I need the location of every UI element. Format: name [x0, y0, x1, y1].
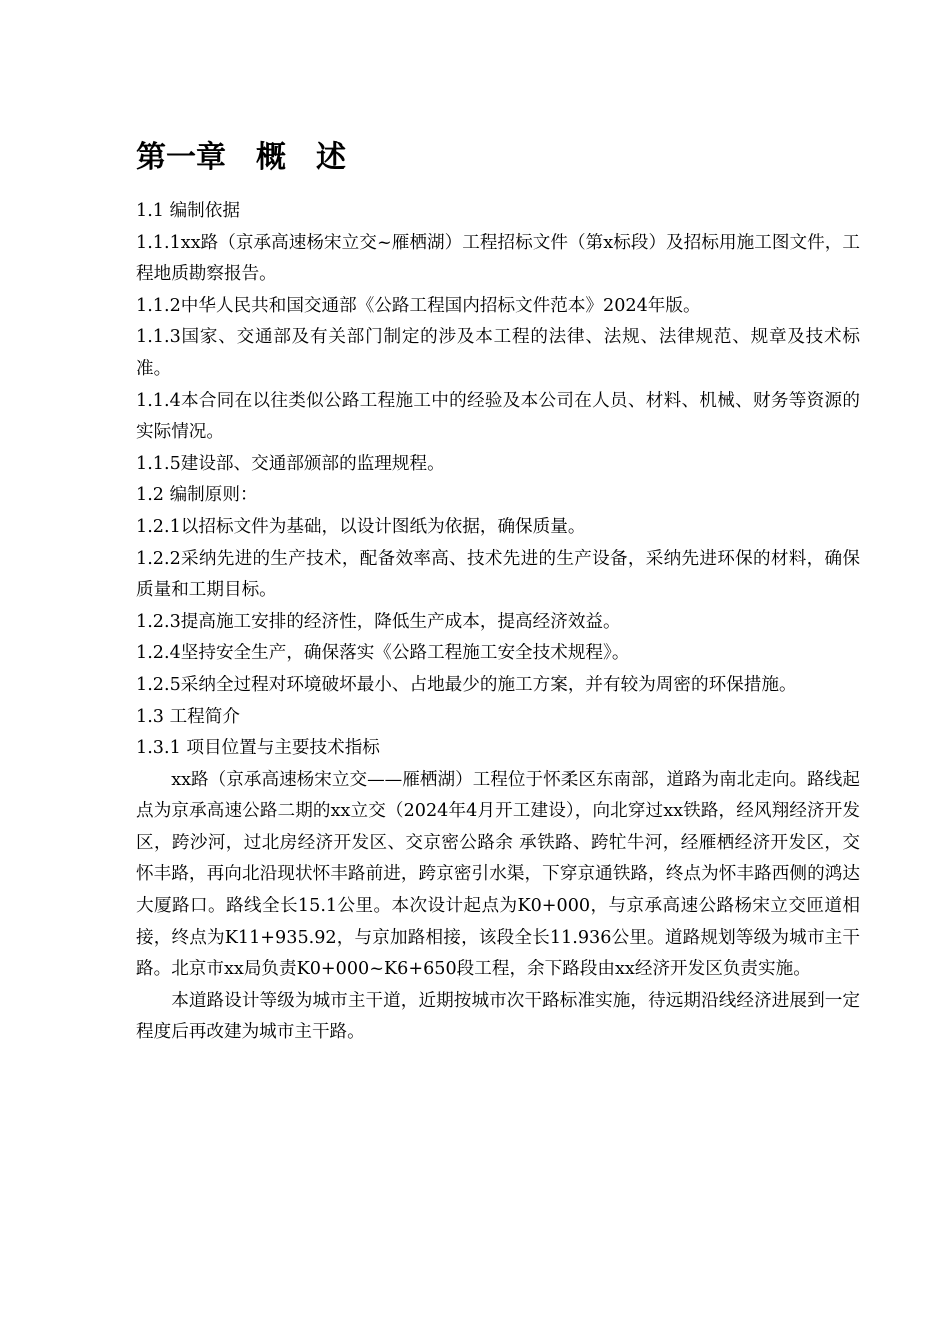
- paragraph-s1-1-5: 1.1.5建设部、交通部颁部的监理规程。: [136, 453, 445, 474]
- paragraph-s1-1-2: 1.1.2中华人民共和国交通部《公路工程国内招标文件范本》2024年版。: [136, 295, 701, 316]
- paragraph-body-1: xx路（京承高速杨宋立交——雁栖湖）工程位于怀柔区东南部，道路为南北走向。路线起点为京承高速公路二期的xx立交（2024年4月开工建设），向北穿过xx铁路，经风翔经济开发区，跨沙河，过北房经济开发区、交京密公路余 承铁路、跨牤牛河，经雁栖经济开发区，交怀丰路，再向北沿现状怀丰路前进，跨京密引水渠，下穿京通铁路，终点为怀丰路西侧的鸿达大厦路口。路线全长15.1公里。本次设计起点为K0+000，与京承高速公路杨宋立交匝道相接，终点为K11+935.92，与京加路相接，该段全长11.936公里。道路规划等级为城市主干路。北京市xx局负责K0+000~K6+650段工程，余下路段由xx经济开发区负责实施。: [136, 769, 860, 980]
- paragraph-s1-2-1: 1.2.1以招标文件为基础，以设计图纸为依据，确保质量。: [136, 516, 586, 537]
- chapter-title: 第一章 概 述: [136, 140, 346, 175]
- paragraph-s1-1-3: 1.1.3国家、交通部及有关部门制定的涉及本工程的法律、法规、法律规范、规章及技术标准。: [136, 327, 860, 379]
- paragraph-s1-2: 1.2 编制原则：: [136, 485, 258, 506]
- paragraph-s1-1-1: 1.1.1xx路（京承高速杨宋立交~雁栖湖）工程招标文件（第x标段）及招标用施工图文件，工程地质勘察报告。: [136, 232, 860, 285]
- paragraph-body-2: 本道路设计等级为城市主干道，近期按城市次干路标准实施，待远期沿线经济进展到一定程度后再改建为城市主干路。: [136, 990, 860, 1043]
- paragraph-s1-2-5: 1.2.5采纳全过程对环境破坏最小、占地最少的施工方案，并有较为周密的环保措施。: [136, 674, 797, 695]
- paragraph-s1-2-2: 1.2.2采纳先进的生产技术，配备效率高、技术先进的生产设备，采纳先进环保的材料，确保质量和工期目标。: [136, 548, 860, 601]
- paragraph-s1-2-4: 1.2.4坚持安全生产，确保落实《公路工程施工安全技术规程》。: [136, 643, 630, 664]
- paragraph-list: [136, 196, 860, 1049]
- paragraph-s1-1: 1.1 编制依据: [136, 201, 240, 221]
- paragraph-s1-2-3: 1.2.3提高施工安排的经济性，降低生产成本，提高经济效益。: [136, 611, 621, 632]
- paragraph-s1-1-4: 1.1.4本合同在以往类似公路工程施工中的经验及本公司在人员、材料、机械、财务等资源的实际情况。: [136, 390, 860, 443]
- document-page: [136, 138, 860, 1049]
- paragraph-s1-3: 1.3 工程简介: [136, 706, 240, 727]
- paragraph-s1-3-1: 1.3.1 项目位置与主要技术指标: [136, 738, 380, 759]
